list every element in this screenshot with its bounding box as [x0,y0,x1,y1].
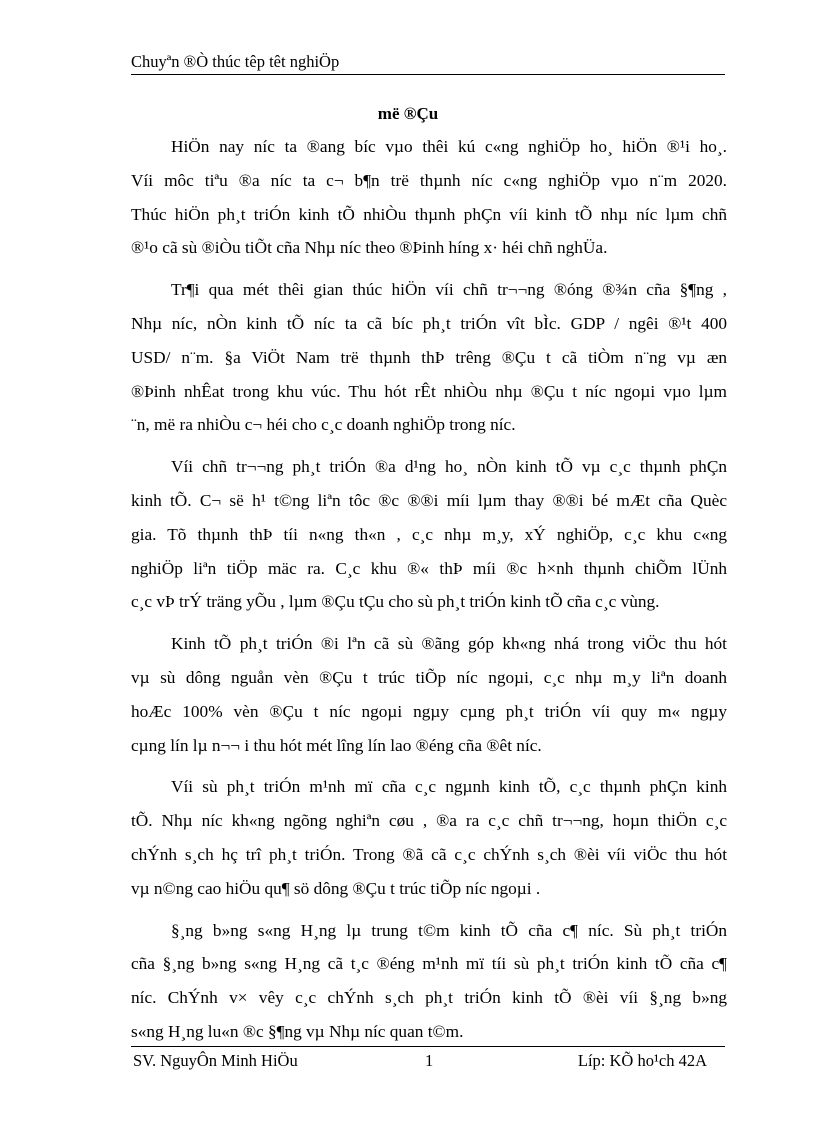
text-line: vµ sù dông nguån vèn ®Çu t trúc tiÕp níc ngoµi, c¸c nhµ m¸y liªn doanh [131,667,727,687]
text-line: cµng lín lµ n¬¬ i thu hót mét lîng lín lao ®éng cña ®êt níc. [131,735,542,755]
paragraph [131,273,727,442]
text-line: HiÖn nay níc ta ®ang bíc vµo thêi kú c«ng nghiÖp ho¸ hiÖn ®¹i ho¸. [171,137,727,156]
text-line: tÕ. Nhµ níc kh«ng ngõng nghiªn cøu , ®a ra c¸c chñ tr¬¬ng, hoµn thiÖn c¸c [131,811,727,831]
header-text: Chuyªn ®Ò thúc têp têt nghiÖp [131,52,340,71]
text-line: c¸c vÞ trÝ träng yÕu , lµm ®Çu tÇu cho sù ph¸t triÓn kinh tÕ cña c¸c vùng. [131,592,660,612]
paragraph [131,770,727,905]
paragraph [131,450,727,619]
text-line: níc. ChÝnh v× vêy c¸c chÝnh s¸ch ph¸t triÓn kinh tÕ ®èi víi §¸ng b»ng [131,988,727,1008]
running-footer [131,1046,725,1075]
text-line: Víi chñ tr¬¬ng ph¸t triÓn ®a d¹ng ho¸ nÒn kinh tÕ vµ c¸c thµnh phÇn [171,457,727,477]
footer-author: SV. NguyÔn Minh HiÖu [133,1051,298,1070]
paragraph [131,914,727,1049]
text-line: ®Þinh nhÊat trong khu vúc. Thu hót rÊt nhiÒu nhµ ®Çu t níc ngoµi vµo lµm [131,381,727,401]
document-body [131,130,727,1057]
page-title: më ®Çu [377,104,439,123]
text-line: Víi môc tiªu ®a níc ta c¬ b¶n trë thµnh níc c«ng nghiÖp vµo n¨m 2020. [131,170,727,190]
text-line: Kinh tÕ ph¸t triÓn ®i lªn cã sù ®ãng góp kh«ng nhá trong viÖc thu hót [171,634,727,654]
text-line: Nhµ níc, nÒn kinh tÕ níc ta cã bíc ph¸t triÓn vît bÌc. GDP / ngêi ®¹t 400 [131,313,727,333]
text-line: USD/ n¨m. §a ViÖt Nam trë thµnh thÞ trêng ®Çu t cã tiÒm n¨ng vµ æn [131,347,727,367]
text-line: Víi sù ph¸t triÓn m¹nh mï cña c¸c ngµnh kinh tÕ, c¸c thµnh phÇn kinh [171,777,727,797]
text-line: §¸ng b»ng s«ng H¸ng lµ trung t©m kinh tÕ cña c¶ níc. Sù ph¸t triÓn [171,920,727,940]
page-number: 1 [425,1051,434,1070]
text-line: nghiÖp liªn tiÖp mäc ra. C¸c khu ®« thÞ míi ®c h×nh thµnh chiÕm lÜnh [131,558,727,578]
text-line: ¨n, më ra nhiÒu c¬ héi cho c¸c doanh nghiÖp trong níc. [131,415,516,435]
text-line: cña §¸ng b»ng s«ng H¸ng cã t¸c ®éng m¹nh mï tíi sù ph¸t triÓn kinh tÕ cña c¶ [131,954,727,974]
text-line: chÝnh s¸ch hç trî ph¸t triÓn. Trong ®ã cã c¸c chÝnh s¸ch ®èi víi viÖc thu hót [131,844,727,864]
text-line: kinh tÕ. C¬ së h¹ t©ng liªn tôc ®c ®®i míi lµm thay ®®i bé mÆt cña Quèc [131,490,727,510]
text-line: s«ng H¸ng lu«n ®c §¶ng vµ Nhµ níc quan t©m. [131,1021,464,1041]
text-line: ®¹o cã sù ®iÒu tiÕt cña Nhµ níc theo ®Þinh híng x· héi chñ nghÜa. [131,238,608,258]
text-line: Thúc hiÖn ph¸t triÓn kinh tÕ nhiÒu thµnh phÇn víi kinh tÕ nhµ níc lµm chñ [131,204,727,224]
paragraph [131,130,727,265]
text-line: Tr¶i qua mét thêi gian thúc hiÖn víi chñ tr¬¬ng ®óng ®¾n cña §¶ng , [171,280,727,300]
paragraph [131,627,727,762]
footer-class: Líp: KÕ ho¹ch 42A [577,1051,707,1070]
text-line: gia. Tõ thµnh thÞ tíi n«ng th«n , c¸c nhµ m¸y, xÝ nghiÖp, c¸c khu c«ng [131,524,727,544]
running-header [131,50,725,75]
text-line: hoÆc 100% vèn ®Çu t níc ngoµi ngµy cµng ph¸t triÓn víi quy m« ngµy [131,701,727,721]
text-line: vµ n©ng cao hiÖu qu¶ sö dông ®Çu t trúc tiÕp níc ngoµi . [131,878,541,898]
